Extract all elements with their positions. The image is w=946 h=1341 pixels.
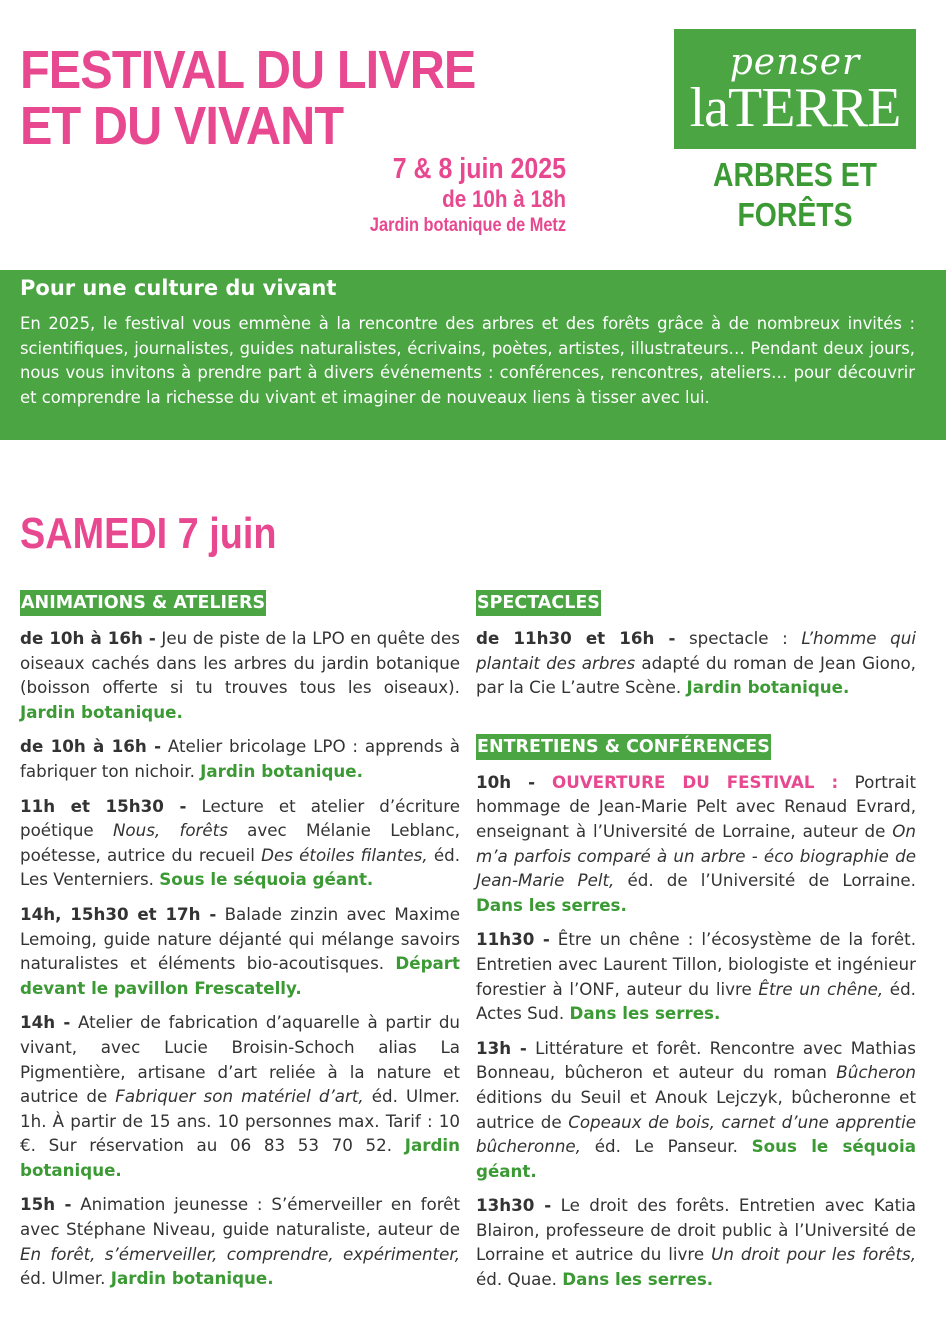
intro-text: En 2025, le festival vous emmène à la rencontre des arbres et des forêts grâce à de nombreux invités : scientifiques, journalistes, guides naturalistes, écrivains, poètes, artistes, illustrateurs… Pendant deux jours, nous vous invitons à prendre part à divers événements : conférences, rencontres, ateliers… pour découvrir et comprendre la richesse du vivant et imaginer de nouveaux liens à tisser avec lui. [20, 314, 915, 407]
program-entry [20, 902, 460, 1000]
entry-location: Jardin botanique. [20, 1135, 460, 1180]
entry-text: Atelier bricolage LPO : apprends à fabriquer ton nichoir. [20, 736, 460, 781]
festival-title [20, 42, 475, 154]
penser-la-terre-logo [674, 29, 916, 149]
entry-text: Lecture et atelier d’écriture poétique [20, 795, 460, 841]
right-column [476, 590, 916, 1302]
entry-time: 13h30 - [476, 1195, 552, 1216]
entry-text: adapté du roman de Jean Giono, par la Cie L’autre Scène. [476, 652, 916, 698]
title-line-1: FESTIVAL DU LIVRE [20, 40, 476, 100]
entry-title: Bûcheron [836, 1062, 916, 1083]
program-entry [476, 1036, 916, 1184]
festival-hours: de 10h à 18h [442, 186, 566, 213]
entry-text: Balade zinzin avec Maxime Lemoing, guide nature déjanté qui mélange savoirs naturalistes et éléments bio-acoutisques. [20, 903, 460, 974]
entry-time: 15h - [20, 1194, 72, 1215]
entry-text: éd. Quae. [476, 1269, 563, 1290]
entry-text: avec Mélanie Leblanc, poétesse, autrice du recueil [20, 820, 460, 865]
entry-location: Dans les serres. [476, 894, 627, 915]
entry-time: 14h - [20, 1012, 71, 1033]
program-entry [476, 626, 916, 700]
date-block [338, 152, 566, 238]
entry-text: Littérature et forêt. Rencontre avec Mathias Bonneau, bûcheron et auteur du roman [476, 1037, 916, 1083]
entry-text: éd. Le Panseur. [580, 1136, 752, 1157]
entry-time: 13h - [476, 1037, 527, 1058]
entry-title: Nous, forêts [112, 820, 228, 841]
entry-title: L’homme qui plantait des arbres [476, 628, 916, 673]
section-spacer [476, 710, 916, 734]
entry-title: Être un chêne, [758, 978, 884, 999]
entry-title: Copeaux de bois, carnet d’une apprentie bûcheronne, [476, 1111, 916, 1157]
entry-time: 10h - [476, 771, 536, 792]
logo-word-laterre: laTERRE [689, 77, 901, 139]
program-entry [476, 1193, 916, 1291]
entry-text: éd. Ulmer. [20, 1268, 111, 1289]
entry-location: Départ devant le pavillon Frescatelly. [20, 953, 460, 998]
entry-highlight: OUVERTURE DU FESTIVAL : [535, 771, 839, 792]
entry-title: On m’a parfois comparé à un arbre - éco biographie de Jean-Marie Pelt, [476, 820, 916, 891]
entry-title: Des étoiles filantes, [261, 844, 428, 865]
program-entry [20, 626, 460, 724]
entry-location: Jardin botanique. [686, 677, 850, 698]
program-entry [20, 794, 460, 892]
entry-location: Sous le séquoia géant. [476, 1136, 916, 1181]
entry-time: 11h et 15h30 - [20, 795, 187, 816]
section-spectacles: SPECTACLES [476, 590, 601, 616]
program-entry [476, 927, 916, 1025]
entry-text: éd. Ulmer. 1h. À partir de 15 ans. 10 personnes max. Tarif : 10 €. Sur réservation au 06 83 53 70 52. [20, 1086, 460, 1156]
entry-time: de 10h à 16h - [20, 628, 156, 648]
entry-time: 11h30 - [476, 929, 550, 950]
entry-text: Animation jeunesse : S’émerveiller en forêt avec Stéphane Niveau, guide naturaliste, auteur de [20, 1194, 460, 1240]
entry-text: Atelier de fabrication d’aquarelle à partir du vivant, avec Lucie Broisin-Schoch alias La Pigmentière, artisane d’art reliée à la nature et autrice de [20, 1012, 461, 1107]
festival-dates: 7 & 8 juin 2025 [392, 153, 566, 185]
entry-text: Jeu de piste de la LPO en quête des oiseaux cachés dans les arbres du jardin botanique (boisson offerte si tu trouves tous les oiseaux). [20, 628, 460, 698]
entry-title: Fabriquer son matériel d’art, [115, 1086, 364, 1107]
program-entry [20, 734, 460, 783]
festival-venue: Jardin botanique de Metz [369, 215, 566, 236]
entry-location: Dans les serres. [569, 1003, 721, 1024]
title-line-2: ET DU VIVANT [20, 96, 344, 156]
entry-text: éditions du Seuil et Anouk Lejczyk, bûcheronne et autrice de [476, 1086, 916, 1132]
program-entry [20, 1192, 460, 1290]
entry-time: 14h, 15h30 et 17h - [20, 903, 217, 924]
program-entry [476, 770, 916, 918]
entry-location: Sous le séquoia géant. [159, 869, 374, 890]
entry-text: spectacle : [675, 628, 802, 648]
festival-theme: ARBRES ET FORÊTS [713, 156, 877, 233]
entry-location: Dans les serres. [562, 1269, 714, 1290]
entry-text: éd. Actes Sud. [476, 978, 916, 1024]
entry-title: En forêt, s’émerveiller, comprendre, expérimenter, [20, 1243, 460, 1264]
entry-location: Jardin botanique. [200, 760, 363, 781]
entry-text: éd. de l’Université de Lorraine. [614, 870, 916, 891]
entry-location: Jardin botanique. [110, 1268, 274, 1289]
left-column [20, 590, 460, 1301]
entry-time: de 10h à 16h - [20, 736, 162, 757]
entry-title: Un droit pour les forêts, [711, 1244, 916, 1265]
logo-word-penser: penser [729, 42, 861, 83]
program-entry [20, 1010, 460, 1182]
entry-text: Être un chêne : l’écosystème de la forêt. Entretien avec Laurent Tillon, biologiste et ingénieur forestier à l’ONF, auteur du livre [476, 929, 916, 999]
section-entretiens: ENTRETIENS & CONFÉRENCES [476, 734, 771, 760]
entry-location: Jardin botanique. [20, 701, 183, 722]
section-animations: ANIMATIONS & ATELIERS [20, 590, 266, 616]
entry-time: de 11h30 et 16h - [476, 628, 676, 648]
entry-text: Le droit des forêts. Entretien avec Katia Blairon, professeure de droit public à l’Université de Lorraine et autrice du livre [476, 1195, 916, 1265]
day-title: SAMEDI 7 juin [20, 509, 277, 558]
entry-text: Portrait hommage de Jean-Marie Pelt avec Renaud Evrard, enseignant à l’Université de Lorraine, auteur de [476, 771, 917, 841]
entry-text: éd. Les Venterniers. [20, 844, 461, 890]
intro-heading: Pour une culture du vivant [20, 276, 337, 300]
intro-band [0, 270, 946, 440]
